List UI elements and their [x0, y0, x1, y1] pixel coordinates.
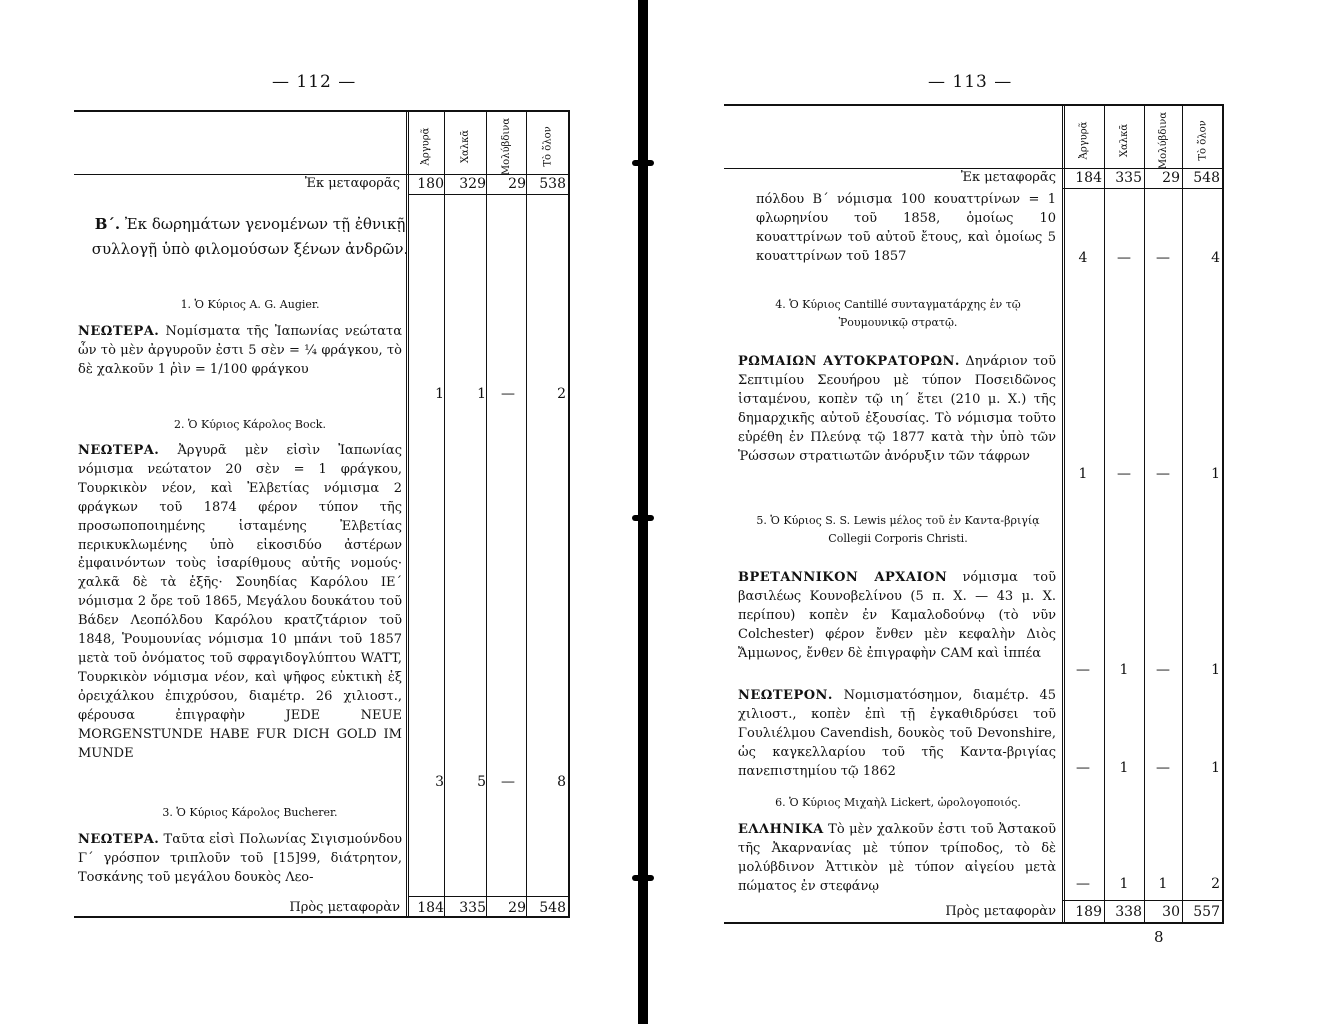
entry-bronze: 1 — [1119, 876, 1129, 892]
catalog-entry: ΕΛΛΗΝΙΚΑ Τὸ μὲν χαλκοῦν ἐστι τοῦ Ἀστακοῦ τῆς Ἀκαρνανίας μὲ τύπον τρίποδος, τὸ δὲ μολύβδινον Ἀττικὸν μὲ τύπον αἰγείου μετὰ πώματος ἐν στεφάνῳ — [738, 822, 1056, 894]
book-gutter — [638, 0, 648, 1024]
carry-in-silver: 180 — [417, 176, 444, 192]
column-header-total: Τὸ ὅλον — [542, 125, 554, 167]
binding-mark — [632, 515, 654, 521]
entry-total: 1 — [1211, 466, 1220, 482]
entry-bronze: 1 — [1119, 760, 1129, 776]
donor-heading: 2. Ὁ Κύριος Κάρολος Bock. — [174, 418, 326, 431]
carry-in-bronze: 335 — [1115, 170, 1142, 186]
entry-total: 8 — [557, 774, 566, 790]
carry-out-bronze: 335 — [459, 900, 486, 916]
carry-in-silver: 184 — [1075, 170, 1102, 186]
column-header-total: Τὸ ὅλον — [1197, 119, 1209, 161]
entry-total: 2 — [1211, 876, 1220, 892]
entry-lead: — — [501, 774, 515, 790]
entry-bronze: — — [1117, 250, 1131, 266]
entry-bronze: 5 — [477, 774, 486, 790]
catalog-entry: ΒΡΕΤΑΝΝΙΚΟΝ ΑΡΧΑΙΟΝ νόμισμα τοῦ βασιλέως Κουνοβελίνου (5 π. Χ. — 43 μ. Χ. περίπου) κοπὲν ἐν Καμαλοδούνῳ (τὸ νῦν Colchester) φέρον ἔνθεν μὲν κεφαλὴν Διὸς Ἄμμωνος, ἔνθεν δὲ ἐπιγραφὴν CAM καὶ ἱππέα — [738, 570, 1056, 661]
carry-out-total: 548 — [539, 900, 566, 916]
donor-heading: 6. Ὁ Κύριος Μιχαὴλ Lickert, ὡρολογοποιός. — [775, 796, 1021, 809]
catalog-entry: ΝΕΩΤΕΡΑ. Νομίσματα τῆς Ἰαπωνίας νεώτατα ὧν τὸ μὲν ἀργυροῦν ἐστι 5 σὲν = ¼ φράγκου, τὸ δὲ χαλκοῦν 1 ῥὶν = 1/100 φράγκου — [78, 324, 402, 377]
printer-signature: 8 — [1154, 928, 1165, 946]
carry-out-lead: 29 — [508, 900, 526, 916]
donor-heading: 1. Ὁ Κύριος A. G. Augier. — [180, 298, 320, 311]
column-header-silver: Ἀργυρᾶ — [1078, 121, 1090, 159]
carry-in-label: Ἐκ μεταφορᾶς — [960, 170, 1056, 185]
catalog-entry: πόλδου Β΄ νόμισμα 100 κουαττρίνων = 1 φλωρηνίου τοῦ 1858, ὁμοίως 10 κουαττρίνων τοῦ αὐτοῦ ἔτους, καὶ ὁμοίως 5 κουαττρίνων τοῦ 1857 — [756, 192, 1056, 264]
column-header-bronze: Χαλκᾶ — [460, 129, 472, 163]
entry-lead: — — [1156, 662, 1170, 678]
entry-total: 1 — [1211, 760, 1220, 776]
page-number-right: — 113 — — [928, 72, 1013, 92]
carry-in-lead: 29 — [1162, 170, 1180, 186]
donor-heading: 5. Ὁ Κύριος S. S. Lewis μέλος τοῦ ἐν Καντα-βριγίᾳ Collegii Corporis Christi. — [756, 514, 1040, 545]
donor-heading: 4. Ὁ Κύριος Cantillé συνταγματάρχης ἐν τῷ Ῥουμουνικῷ στρατῷ. — [775, 298, 1021, 329]
column-header-bronze: Χαλκᾶ — [1119, 123, 1131, 157]
carry-out-silver: 184 — [417, 900, 444, 916]
entry-silver: 4 — [1078, 250, 1088, 266]
carry-in-lead: 29 — [508, 176, 526, 192]
catalog-entry: ΝΕΩΤΕΡΟΝ. Νομισματόσημον, διαμέτρ. 45 χιλιοστ., κοπὲν ἐπὶ τῇ ἐγκαθιδρύσει τοῦ Γουλιέλμου Cavendish, δουκὸς τοῦ Devonshire, ὡς καγκελλαρίου τοῦ τῆς Καντα-βριγίας πανεπιστημίου τῷ 1862 — [738, 688, 1056, 779]
entry-silver: 1 — [435, 386, 444, 402]
carry-out-label: Πρὸς μεταφορὰν — [289, 900, 400, 915]
entry-silver: — — [1076, 876, 1090, 892]
column-header-lead: Μολύβδινα — [1158, 111, 1170, 169]
entry-bronze: 1 — [1119, 662, 1129, 678]
carry-out-bronze: 338 — [1115, 904, 1142, 920]
carry-in-label: Ἐκ μεταφορᾶς — [304, 176, 400, 191]
entry-bronze: 1 — [477, 386, 486, 402]
entry-lead: — — [1156, 466, 1170, 482]
page-number-left: — 112 — — [272, 72, 357, 92]
carry-in-total: 538 — [539, 176, 566, 192]
catalog-entry: ΝΕΩΤΕΡΑ. Ταῦτα εἰσὶ Πολωνίας Σιγισμούνδου Γ΄ γρόσπον τριπλοῦν τοῦ [15]99, διάτρητον, Τοσκάνης τοῦ μεγάλου δουκὸς Λεο- — [78, 832, 402, 885]
carry-out-lead: 30 — [1162, 904, 1180, 920]
entry-lead: 1 — [1158, 876, 1168, 892]
column-header-lead: Μολύβδινα — [501, 117, 513, 175]
carry-in-bronze: 329 — [459, 176, 486, 192]
entry-silver: 1 — [1078, 466, 1088, 482]
carry-out-total: 557 — [1193, 904, 1220, 920]
column-header-silver: Ἀργυρᾶ — [420, 127, 432, 165]
entry-silver: — — [1076, 760, 1090, 776]
catalog-entry: ΝΕΩΤΕΡΑ. Ἀργυρᾶ μὲν εἰσὶν Ἰαπωνίας νόμισμα νεώτατον 20 σὲν = 1 φράγκου, Τουρκικὸν νέον, καὶ Ἐλβετίας νόμισμα 2 φράγκων τοῦ 1874 φέρον τύπον τῆς προσωποποιημένης ἱσταμένης Ἐλβετίας περικυκλωμένης ὑπὸ εἰκοσιδύο ἀστέρων ἐμφαινόντων τοὺς ἰσαρίθμους αὐτῆς νομούς· χαλκᾶ δὲ τὰ ἑξῆς· Σουηδίας Καρόλου ΙΕ΄ νόμισμα 2 ὄρε τοῦ 1865, Μεγάλου δουκάτου τοῦ Βάδεν Λεοπόλδου Καρόλου κρατζτάριον τοῦ 1848, Ῥουμουνίας νόμισμα 10 μπάνι τοῦ 1857 μετὰ τοῦ ὀνόματος τοῦ σφραγιδογλύπτου WATT, Τουρκικὸν νόμισμα νέον, καὶ ψῆφος εὐκτικὴ ἐξ ὀρειχάλκου ἐπιχρύσου, διαμέτρ. 26 χιλιοστ., φέρουσα ἐπιγραφὴν JEDE NEUE MORGENSTUNDE HABE FUR DICH GOLD IM MUNDE — [78, 443, 402, 761]
carry-out-silver: 189 — [1075, 904, 1102, 920]
catalog-entry: ΡΩΜΑΙΩΝ ΑΥΤΟΚΡΑΤΟΡΩΝ. Δηνάριον τοῦ Σεπτιμίου Σεουήρου μὲ τύπον Ποσειδῶνος ἱσταμένου, κοπὲν τῷ ιη΄ ἔτει (210 μ. Χ.) τῆς δημαρχικῆς αὐτοῦ ἐξουσίας. Τὸ νόμισμα τοῦτο εὑρέθη ἐν Πλεύνᾳ τῷ 1877 κατὰ τὴν ὑπὸ τῶν Ῥώσσων στρατιωτῶν ἀνόρυξιν τῶν τάφρων — [738, 354, 1056, 464]
entry-silver: 3 — [435, 774, 444, 790]
entry-total: 1 — [1211, 662, 1220, 678]
section-title: Β΄. Ἐκ δωρημάτων γενομένων τῇ ἐθνικῇ συλλογῇ ὑπὸ φιλομούσων ξένων ἀνδρῶν. — [91, 215, 409, 258]
donor-heading: 3. Ὁ Κύριος Κάρολος Bucherer. — [162, 806, 338, 819]
carry-in-total: 548 — [1193, 170, 1220, 186]
entry-lead: — — [1156, 250, 1170, 266]
binding-mark — [632, 875, 654, 881]
entry-total: 2 — [557, 386, 566, 402]
carry-out-label: Πρὸς μεταφορὰν — [945, 904, 1056, 919]
entry-total: 4 — [1211, 250, 1220, 266]
entry-lead: — — [501, 386, 515, 402]
entry-bronze: — — [1117, 466, 1131, 482]
entry-silver: — — [1076, 662, 1090, 678]
entry-lead: — — [1156, 760, 1170, 776]
binding-mark — [632, 160, 654, 166]
